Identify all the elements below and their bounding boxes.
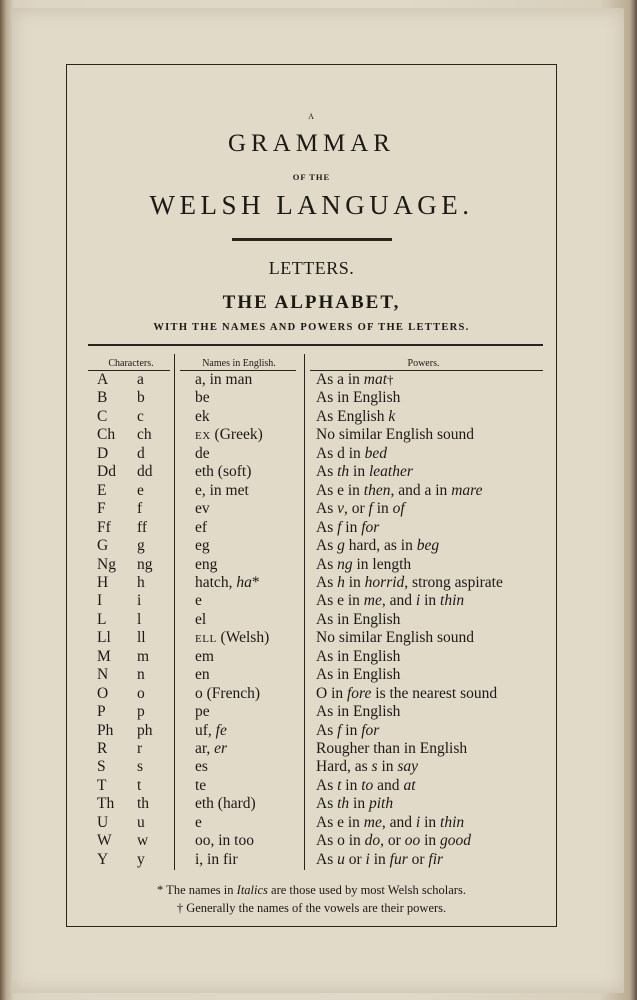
footnote-names: * The names in Italics are those used by most Welsh scholars. (157, 883, 466, 897)
title-article: A (308, 112, 315, 121)
header-characters: Characters. (108, 358, 154, 369)
table-top-rule (88, 344, 543, 346)
letter-power: As e in then, and a in mare (316, 481, 483, 499)
capital-letter: I (97, 592, 103, 610)
capital-letter: F (97, 500, 106, 518)
header-powers: Powers. (407, 358, 440, 369)
letter-power: As u or i in fur or fir (316, 850, 444, 868)
small-letter: y (137, 850, 145, 868)
letter-power: As th in leather (316, 463, 413, 481)
title-grammar: GRAMMAR (228, 130, 395, 157)
capital-letter: O (97, 684, 109, 702)
small-letter: th (137, 795, 150, 813)
small-letter: d (137, 444, 145, 462)
table-row (0, 500, 637, 518)
letter-name: ex (Greek) (195, 426, 263, 444)
letter-name: e (195, 813, 202, 831)
letter-name: uf, fe (195, 721, 227, 739)
small-letter: g (137, 537, 145, 555)
title-welsh-language: WELSH LANGUAGE. (149, 190, 474, 220)
capital-letter: Ph (97, 721, 114, 739)
letter-power: As f in for (316, 518, 380, 536)
table-row (0, 740, 637, 758)
letter-power: As e in me, and i in thin (316, 813, 465, 831)
letter-power: As a in mat† (316, 371, 394, 388)
letter-name: em (195, 647, 214, 665)
capital-letter: Dd (97, 463, 116, 481)
letter-power: As in English (316, 647, 401, 665)
letter-power: As in English (316, 389, 401, 407)
table-row (0, 758, 637, 776)
letter-name: ell (Welsh) (195, 629, 270, 647)
capital-letter: Ff (97, 518, 111, 536)
capital-letter: D (97, 444, 109, 462)
capital-letter: R (97, 740, 108, 757)
letter-power: Hard, as s in say (316, 758, 419, 776)
letter-power: As in English (316, 610, 401, 628)
letter-name: ev (195, 500, 210, 518)
small-letter: w (137, 832, 149, 850)
letter-name: e, in met (195, 481, 249, 499)
table-row (0, 408, 637, 426)
small-letter: e (137, 481, 144, 499)
letter-power: As h in horrid, strong aspirate (316, 573, 503, 591)
letter-power: As English k (316, 407, 396, 425)
section-alphabet: THE ALPHABET, (222, 292, 401, 313)
letter-name: ef (195, 518, 208, 536)
capital-letter: C (97, 407, 108, 425)
table-row (0, 574, 637, 592)
small-letter: s (137, 758, 144, 776)
letter-power: As v, or f in of (316, 500, 405, 518)
small-letter: n (137, 666, 145, 684)
capital-letter: E (97, 481, 107, 499)
table-row (0, 537, 637, 555)
footnote-vowels: † Generally the names of the vowels are their powers. (176, 901, 447, 915)
table-row (0, 832, 637, 850)
capital-letter: N (97, 666, 109, 684)
capital-letter: M (97, 647, 111, 665)
letter-power: As o in do, or oo in good (316, 832, 472, 850)
capital-letter: A (97, 371, 109, 388)
section-letters: LETTERS. (268, 258, 355, 278)
small-letter: p (137, 703, 145, 721)
letter-power: As f in for (316, 721, 380, 739)
capital-letter: Ng (97, 555, 116, 573)
letter-power: As t in to and at (316, 776, 416, 794)
letter-name: oo, in too (195, 832, 254, 850)
letter-name: hatch, ha* (195, 573, 260, 591)
letter-name: en (195, 666, 210, 684)
letter-name: eth (soft) (195, 463, 252, 481)
letter-power: As d in bed (316, 444, 388, 462)
table-row (0, 463, 637, 481)
table-row (0, 851, 637, 869)
letter-name: a, in man (195, 371, 253, 388)
small-letter: a (137, 371, 144, 388)
table-row (0, 445, 637, 463)
capital-letter: B (97, 389, 108, 407)
letter-name: o (French) (195, 684, 260, 702)
small-letter: h (137, 573, 145, 591)
small-letter: ch (137, 426, 152, 444)
table-row (0, 556, 637, 574)
letter-name: de (195, 444, 210, 462)
table-row (0, 389, 637, 407)
capital-letter: Ch (97, 426, 116, 444)
capital-letter: P (97, 703, 106, 721)
capital-letter: Y (97, 850, 109, 868)
letter-name: be (195, 389, 210, 407)
small-letter: o (137, 684, 145, 702)
small-letter: m (137, 647, 150, 665)
letter-power: As g hard, as in beg (316, 537, 440, 555)
table-row (0, 703, 637, 721)
table-row (0, 814, 637, 832)
small-letter: ll (137, 629, 146, 647)
letter-name: eng (195, 555, 218, 573)
capital-letter: T (97, 776, 107, 794)
letter-power: As th in pith (316, 795, 394, 813)
table-row (0, 666, 637, 684)
letter-name: eg (195, 537, 210, 555)
small-letter: l (137, 610, 142, 628)
table-row (0, 519, 637, 537)
letter-name: e (195, 592, 202, 610)
table-row (0, 648, 637, 666)
table-row (0, 592, 637, 610)
letter-name: ar, er (195, 740, 228, 757)
title-of-the: OF THE (292, 172, 331, 182)
capital-letter: U (97, 813, 109, 831)
letter-power: As ng in length (316, 555, 412, 573)
capital-letter: S (97, 758, 106, 776)
table-row (0, 629, 637, 647)
letter-name: el (195, 610, 207, 628)
capital-letter: W (97, 832, 112, 850)
table-row (0, 685, 637, 703)
letter-power: No similar English sound (316, 629, 475, 647)
small-letter: t (137, 776, 142, 794)
table-row (0, 426, 637, 444)
letter-power: As in English (316, 666, 401, 684)
small-letter: ng (137, 555, 153, 573)
letter-power: Rougher than in English (316, 740, 468, 757)
letter-name: ek (195, 407, 210, 425)
table-row (0, 482, 637, 500)
table-row (0, 371, 637, 389)
capital-letter: G (97, 537, 109, 555)
small-letter: i (137, 592, 142, 610)
title-rule (232, 238, 392, 241)
letter-name: te (195, 776, 207, 794)
table-row (0, 795, 637, 813)
letter-name: es (195, 758, 208, 776)
letter-name: eth (hard) (195, 795, 256, 813)
table-row (0, 611, 637, 629)
small-letter: c (137, 407, 144, 425)
small-letter: ff (137, 518, 148, 536)
letter-power: As e in me, and i in thin (316, 592, 465, 610)
letter-power: As in English (316, 703, 401, 721)
section-subtitle: WITH THE NAMES AND POWERS OF THE LETTERS. (153, 322, 470, 333)
letter-name: pe (195, 703, 210, 721)
small-letter: dd (137, 463, 153, 481)
table-row (0, 777, 637, 795)
capital-letter: Th (97, 795, 115, 813)
small-letter: b (137, 389, 145, 407)
letter-power: O in fore is the nearest sound (316, 684, 498, 702)
capital-letter: L (97, 610, 107, 628)
small-letter: ph (137, 721, 153, 739)
capital-letter: Ll (97, 629, 111, 647)
letter-power: No similar English sound (316, 426, 475, 444)
table-row (0, 722, 637, 740)
capital-letter: H (97, 573, 109, 591)
small-letter: f (137, 500, 143, 518)
small-letter: u (137, 813, 145, 831)
header-names: Names in English. (202, 358, 276, 369)
letter-name: i, in fir (195, 850, 238, 868)
small-letter: r (137, 740, 143, 757)
